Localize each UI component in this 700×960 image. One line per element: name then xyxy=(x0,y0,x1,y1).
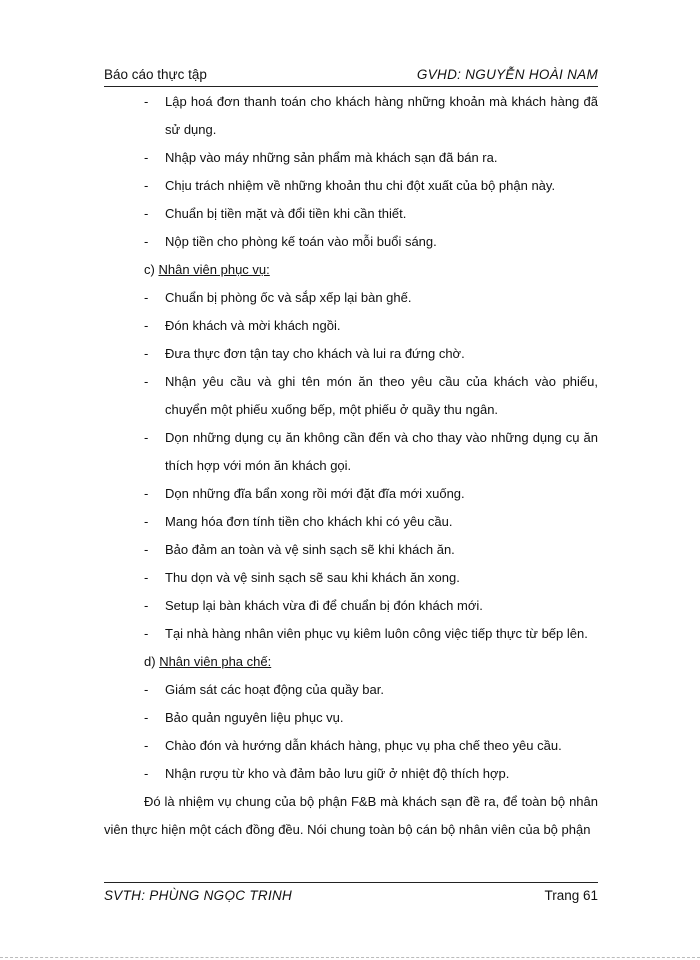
list-item xyxy=(104,480,598,508)
list-item-text: Chuẩn bị tiền mặt và đổi tiền khi cần thiết. xyxy=(165,206,407,221)
list-item-text: Tại nhà hàng nhân viên phục vụ kiêm luôn công việc tiếp thực từ bếp lên. xyxy=(165,626,588,641)
list-item-text: Đưa thực đơn tận tay cho khách và lui ra đứng chờ. xyxy=(165,346,465,361)
list-item xyxy=(104,620,598,648)
list-item xyxy=(104,732,598,760)
bullet-dash: - xyxy=(144,626,149,641)
section-d-list xyxy=(104,676,598,788)
section-d-heading xyxy=(104,648,598,676)
closing-paragraph: Đó là nhiệm vụ chung của bộ phận F&B mà khách sạn đề ra, để toàn bộ nhân viên thực hiện một cách đồng đều. Nói chung toàn bộ cán bộ nhân viên của bộ phận xyxy=(104,794,598,837)
list-item-text: Chào đón và hướng dẫn khách hàng, phục vụ pha chế theo yêu cầu. xyxy=(165,738,562,753)
list-item xyxy=(104,676,598,704)
bullet-dash: - xyxy=(144,206,149,221)
bullet-dash: - xyxy=(144,710,149,725)
bullet-dash: - xyxy=(144,150,149,165)
bullet-dash: - xyxy=(144,570,149,585)
list-item xyxy=(104,144,598,172)
bullet-dash: - xyxy=(144,682,149,697)
list-item-text: Chuẩn bị phòng ốc và sắp xếp lại bàn ghế. xyxy=(165,290,412,305)
list-item-text: Nhận rượu từ kho và đảm bảo lưu giữ ở nhiệt độ thích hợp. xyxy=(165,766,510,781)
list-item xyxy=(104,88,598,144)
list-item-text: Bảo đảm an toàn và vệ sinh sạch sẽ khi khách ăn. xyxy=(165,542,455,557)
bullet-dash: - xyxy=(144,290,149,305)
bullet-dash: - xyxy=(144,94,149,109)
section-c-list xyxy=(104,284,598,648)
page-number: Trang 61 xyxy=(544,888,598,903)
list-item xyxy=(104,172,598,200)
bullet-dash: - xyxy=(144,178,149,193)
section-d-title: Nhân viên pha chế: xyxy=(159,654,272,669)
list-item xyxy=(104,312,598,340)
list-item-text: Mang hóa đơn tính tiền cho khách khi có yêu cầu. xyxy=(165,514,453,529)
list-item xyxy=(104,592,598,620)
list-item xyxy=(104,340,598,368)
list-item-text: Dọn những đĩa bẩn xong rồi mới đặt đĩa mới xuống. xyxy=(165,486,465,501)
list-item-text: Setup lại bàn khách vừa đi để chuẩn bị đón khách mới. xyxy=(165,598,483,613)
header-supervisor: GVHD: NGUYỄN HOÀI NAM xyxy=(416,67,598,82)
page-body xyxy=(104,88,598,844)
list-item-text: Nhận yêu cầu và ghi tên món ăn theo yêu cầu của khách vào phiếu, chuyển một phiếu xuống bếp, một phiếu ở quầy thu ngân. xyxy=(165,374,598,417)
list-item xyxy=(104,424,598,480)
list-item-text: Chịu trách nhiệm về những khoản thu chi đột xuất của bộ phận này. xyxy=(165,178,556,193)
list-item-text: Nộp tiền cho phòng kế toán vào mỗi buổi sáng. xyxy=(165,234,437,249)
bullet-dash: - xyxy=(144,430,149,445)
list-item-text: Dọn những dụng cụ ăn không cần đến và cho thay vào những dụng cụ ăn thích hợp với món ăn khách gọi. xyxy=(165,430,598,473)
list-item xyxy=(104,228,598,256)
page-header xyxy=(104,64,598,87)
section-c-heading xyxy=(104,256,598,284)
section-c-prefix: c) xyxy=(144,262,155,277)
bullet-dash: - xyxy=(144,766,149,781)
list-item xyxy=(104,200,598,228)
section-d-prefix: d) xyxy=(144,654,156,669)
list-item-text: Lập hoá đơn thanh toán cho khách hàng những khoản mà khách hàng đã sử dụng. xyxy=(165,94,598,137)
bullet-dash: - xyxy=(144,346,149,361)
list-item xyxy=(104,704,598,732)
list-item-text: Giám sát các hoạt động của quầy bar. xyxy=(165,682,384,697)
bullet-dash: - xyxy=(144,514,149,529)
list-item-text: Bảo quản nguyên liệu phục vụ. xyxy=(165,710,344,725)
header-report-title: Báo cáo thực tập xyxy=(104,67,207,82)
footer-student-name: SVTH: PHÙNG NGỌC TRINH xyxy=(104,888,293,903)
section-a-list xyxy=(104,88,598,256)
list-item xyxy=(104,536,598,564)
list-item xyxy=(104,284,598,312)
bullet-dash: - xyxy=(144,598,149,613)
list-item-text: Đón khách và mời khách ngồi. xyxy=(165,318,341,333)
bullet-dash: - xyxy=(144,486,149,501)
page-edge-divider xyxy=(0,957,700,958)
list-item xyxy=(104,564,598,592)
list-item xyxy=(104,760,598,788)
list-item xyxy=(104,368,598,424)
list-item-text: Thu dọn và vệ sinh sạch sẽ sau khi khách ăn xong. xyxy=(165,570,460,585)
bullet-dash: - xyxy=(144,234,149,249)
list-item xyxy=(104,508,598,536)
bullet-dash: - xyxy=(144,738,149,753)
bullet-dash: - xyxy=(144,542,149,557)
page-footer xyxy=(104,882,598,909)
bullet-dash: - xyxy=(144,318,149,333)
section-c-title: Nhân viên phục vụ: xyxy=(158,262,270,277)
list-item-text: Nhập vào máy những sản phẩm mà khách sạn đã bán ra. xyxy=(165,150,498,165)
bullet-dash: - xyxy=(144,374,149,389)
